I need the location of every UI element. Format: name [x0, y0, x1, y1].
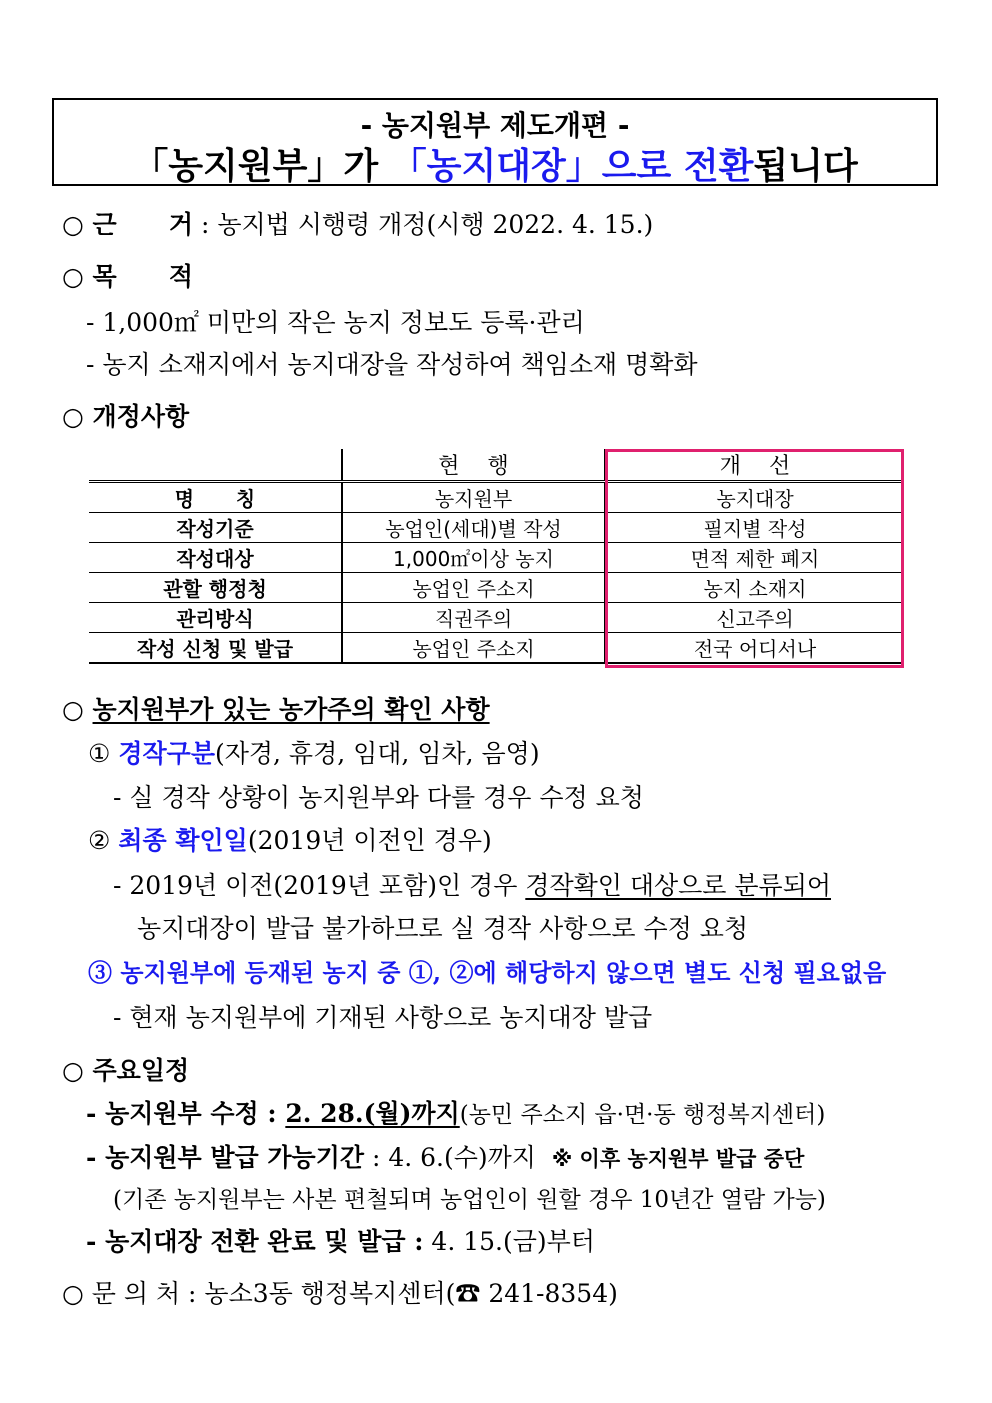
table-cell-improved: 농지 소재지 [605, 573, 904, 603]
table-cell-current: 농업인 주소지 [342, 633, 605, 664]
schedule-1-date: 2. 28.(월)까지 [285, 1099, 460, 1128]
schedule-label: ○ 주요일정 [62, 1056, 190, 1085]
table-cell-improved: 전국 어디서나 [605, 633, 904, 664]
table-cell-improved: 필지별 작성 [605, 513, 904, 543]
table-header-current: 현 행 [342, 449, 605, 482]
schedule-item-1 [86, 1099, 825, 1130]
table-cell-current: 농지원부 [342, 482, 605, 513]
table-cell-item: 관리방식 [89, 603, 342, 633]
table-cell-improved: 면적 제한 폐지 [605, 543, 904, 573]
check-item-2-emphasis: 최종 확인일 [118, 826, 248, 855]
purpose-item-1: - 1,000㎡ 미만의 작은 농지 정보도 등록·관리 [86, 308, 585, 337]
purpose-item-2: - 농지 소재지에서 농지대장을 작성하여 책임소재 명확화 [86, 350, 698, 379]
schedule-3-label: - 농지대장 전환 완료 및 발급 : [86, 1227, 424, 1256]
check-item-1-sub: - 실 경작 상황이 농지원부와 다를 경우 수정 요청 [113, 783, 644, 812]
check-item-1-number: ① [88, 739, 111, 768]
check-item-2-number: ② [88, 826, 111, 855]
check-item-2-sub-underlined: 경작확인 대상으로 분류되어 [525, 871, 831, 900]
check-label: 농지원부가 있는 농가주의 확인 사항 [92, 695, 490, 724]
table-row [89, 513, 904, 543]
schedule-2-label: - 농지원부 발급 가능기간 [86, 1143, 364, 1172]
table-row [89, 543, 904, 573]
table-cell-current: 직권주의 [342, 603, 605, 633]
table-row [89, 573, 904, 603]
table-cell-item: 명 칭 [89, 482, 342, 513]
table-cell-current: 농업인(세대)별 작성 [342, 513, 605, 543]
check-item-1 [88, 739, 540, 769]
table-cell-item: 작성기준 [89, 513, 342, 543]
table-cell-item: 작성대상 [89, 543, 342, 573]
check-item-2 [88, 826, 492, 856]
table-header-improved: 개 선 [605, 449, 904, 482]
check-item-1-rest: (자경, 휴경, 임대, 임차, 음영) [214, 739, 540, 768]
schedule-2-note: ※ 이후 농지원부 발급 중단 [551, 1147, 805, 1171]
title-line-2 [54, 138, 936, 189]
purpose-label: ○ 목 적 [62, 262, 194, 291]
basis-line [62, 210, 653, 240]
table-cell-item: 작성 신청 및 발급 [89, 633, 342, 664]
title-old-name: 「농지원부」가 [132, 146, 391, 187]
schedule-item-3 [86, 1227, 595, 1257]
basis-text: : 농지법 시행령 개정(시행 2022. 4. 15.) [193, 210, 654, 239]
check-heading [62, 695, 490, 725]
table-row [89, 482, 904, 513]
check-item-2-sub [113, 871, 831, 901]
schedule-1-note: (농민 주소지 읍·면·동 행정복지센터) [459, 1102, 826, 1128]
table-cell-item: 관할 행정청 [89, 573, 342, 603]
check-item-1-emphasis: 경작구분 [118, 739, 215, 768]
schedule-2-paren: (기존 농지원부는 사본 편철되며 농업인이 원할 경우 10년간 열람 가능) [113, 1187, 826, 1213]
table-cell-current: 1,000㎡이상 농지 [342, 543, 605, 573]
changes-label: ○ 개정사항 [62, 402, 190, 431]
schedule-3-text: 4. 15.(금)부터 [423, 1227, 595, 1256]
title-line-1: - 농지원부 제도개편 - [360, 109, 630, 142]
check-item-2-rest: (2019년 이전인 경우) [247, 826, 492, 855]
schedule-item-2 [86, 1143, 804, 1174]
comparison-table [89, 449, 904, 664]
check-item-3-sub: - 현재 농지원부에 기재된 사항으로 농지대장 발급 [113, 1003, 653, 1032]
table-row [89, 603, 904, 633]
table-row [89, 633, 904, 664]
title-suffix: 됩니다 [753, 146, 858, 187]
title-new-name: 「농지대장」으로 전환 [390, 146, 754, 187]
check-item-2-sub-a: - 2019년 이전(2019년 포함)인 경우 [113, 871, 526, 900]
contact-line: ○ 문 의 처 : 농소3동 행정복지센터(☎ 241-8354) [62, 1279, 618, 1308]
basis-label: ○ 근 거 [62, 210, 194, 239]
check-item-2-sub-b: 농지대장이 발급 불가하므로 실 경작 사항으로 수정 요청 [137, 914, 749, 943]
table-cell-improved: 신고주의 [605, 603, 904, 633]
title-box [52, 98, 938, 186]
table-cell-improved: 농지대장 [605, 482, 904, 513]
table-header-item [89, 449, 342, 482]
check-item-3: ③ 농지원부에 등재된 농지 중 ①, ②에 해당하지 않으면 별도 신청 필요없음 [88, 958, 887, 987]
schedule-1-label: - 농지원부 수정 : [86, 1099, 286, 1128]
check-bullet: ○ [62, 695, 93, 724]
table-header-row [89, 449, 904, 482]
table-cell-current: 농업인 주소지 [342, 573, 605, 603]
schedule-2-text: : 4. 6.(수)까지 [364, 1143, 552, 1172]
